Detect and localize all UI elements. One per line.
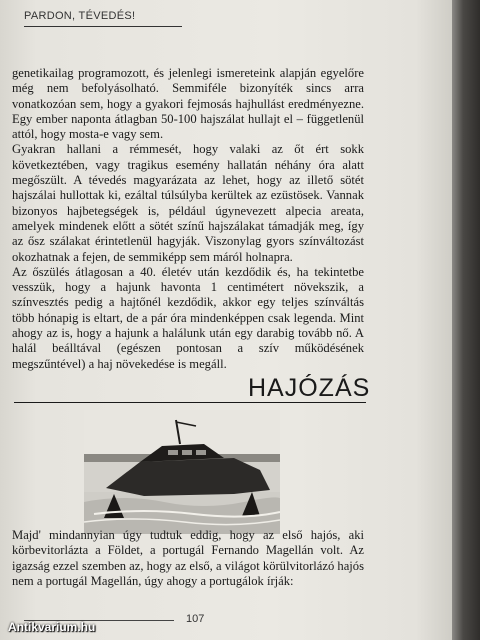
hydrofoil-photo	[84, 410, 280, 534]
section-title: HAJÓZÁS	[248, 374, 371, 402]
hydrofoil-image	[84, 410, 280, 534]
watermark: Antikvarium.hu	[8, 620, 96, 634]
body-text	[12, 66, 364, 372]
paragraph-magellan: Majd' mindannyian úgy tudtuk eddig, hogy az első hajós, aki körbevitorlázta a Földet, a portugál Fernando Magellán volt. Az igazság ezzel szemben az, hogy az első, a világot körülvitorlázó hajós nem a portugál Magellán, úgy ahogy a portugálok írják:	[12, 528, 364, 588]
header-rule	[24, 26, 182, 27]
paragraph-graying-myth: Gyakran hallani a rémmesét, hogy valaki az őt ért sokk következtében, vagy tragikus esemény hallatán néhány óra alatt megőszült. A tévedés magyarázata az lehet, hogy az illető sötét hajszálai hullottak ki, ezáltal túlsúlyba kerültek az ezüstösek. Vannak bizonyos hajbetegségek is, például úgynevezett alpecia areata, amelyek mindenek előtt a sötét színű hajszálakat támadják meg, így az ősz szálakat érintetlenül hagyják. Viszonylag gyors színváltozást okozhatnak a fejen, de semmiképp sem máról holnapra.	[12, 142, 364, 264]
paragraph-graying-age: Az őszülés átlagosan a 40. életév után kezdődik és, ha tekintetbe vesszük, hogy a hajunk havonta 1 centimétert növekszik, a színvesztés pedig a hajtőnél kezdődik, akkor egy teljes színváltás több hónapig is eltart, de a pár óra mindenképpen csak legenda. Mint ahogy az is, hogy a hajunk a halálunk után egy darabig tovább nő. A halál beálltával (egészen pontosan a szív működésének megszűntével) a haj növekedése is megáll.	[12, 264, 364, 371]
bottom-text	[12, 528, 364, 589]
page-number: 107	[186, 613, 205, 625]
title-rule	[14, 402, 366, 403]
running-head: PARDON, TÉVEDÉS!	[24, 10, 136, 22]
paragraph-hair-growth: genetikailag programozott, és jelenlegi ismereteink alapján egyelőre még nem befolyásolható. Semmiféle bizonyíték sincs arra vonatkozóan sem, hogy a gyakori fejmosás hajhullást eredményezne. Egy ember naponta átlagban 50-100 hajszálat hullajt el – függetlenül attól, hogy mosta-e vagy sem.	[12, 66, 364, 142]
book-edge-shadow	[452, 0, 480, 640]
